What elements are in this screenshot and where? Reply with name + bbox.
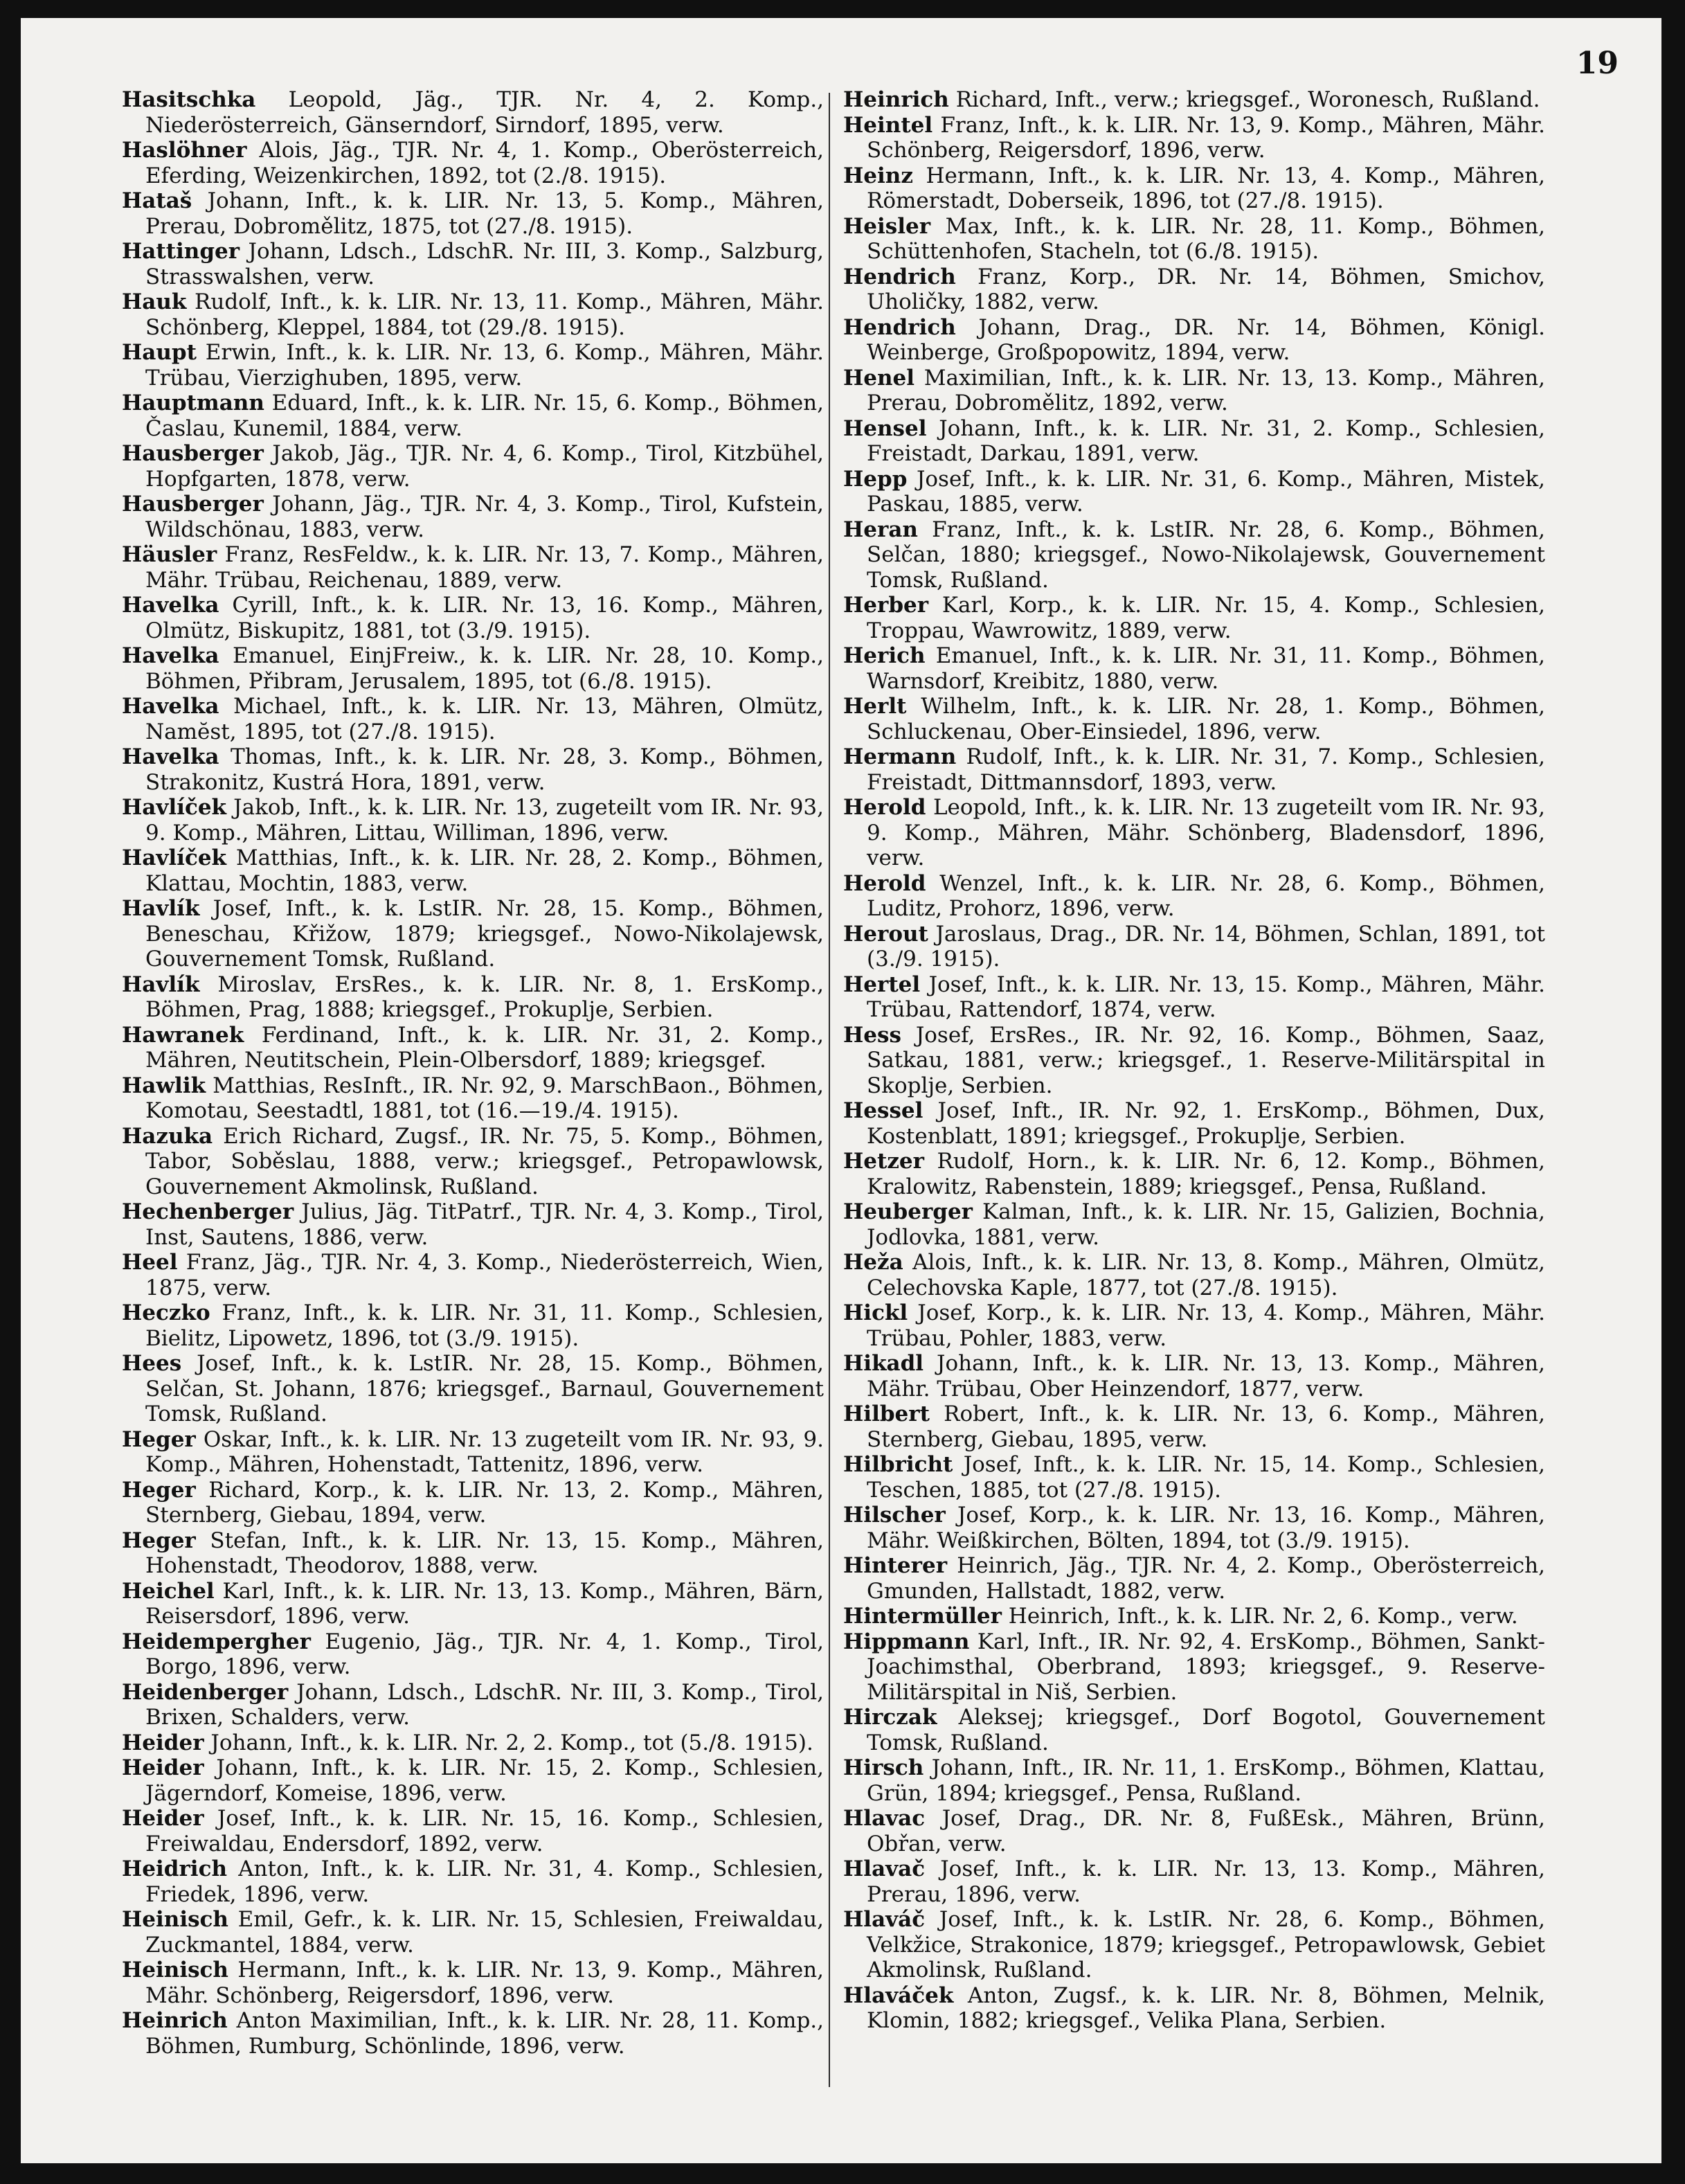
list-item [843,315,1545,366]
entry-surname: Herber [843,593,929,618]
entry-details: Josef, Inft., k. k. LstIR. Nr. 28, 15. Komp., Böhmen, Selčan, St. Johann, 1876; kriegsgef., Barnaul, Gouvernement Tomsk, Rußland. [145,1351,824,1426]
entry-details: Franz, Inft., k. k. LIR. Nr. 31, 11. Komp., Schlesien, Bielitz, Lipowetz, 1896, tot (3./9. 1915). [145,1300,824,1351]
entry-surname: Havelka [122,694,219,719]
list-item [122,744,824,795]
list-item [122,492,824,542]
list-item [122,1856,824,1907]
entry-details: Karl, Inft., k. k. LIR. Nr. 13, 13. Komp., Mähren, Bärn, Reisersdorf, 1896, verw. [145,1578,824,1629]
entry-details: Thomas, Inft., k. k. LIR. Nr. 28, 3. Komp., Böhmen, Strakonitz, Kustrá Hora, 1891, verw. [145,744,824,795]
list-item [122,87,824,138]
entry-details: Julius, Jäg. TitPatrf., TJR. Nr. 4, 3. Komp., Tirol, Inst, Sautens, 1886, verw. [145,1199,824,1250]
entry-surname: Havelka [122,643,219,668]
list-item [843,795,1545,871]
list-item [122,1528,824,1579]
entry-surname: Heider [122,1730,204,1755]
list-item [843,1907,1545,1983]
entry-surname: Heider [122,1755,204,1780]
entry-surname: Heinz [843,163,913,188]
list-item [843,214,1545,265]
entry-surname: Heran [843,517,918,542]
entry-surname: Herold [843,795,926,820]
entry-details: Eduard, Inft., k. k. LIR. Nr. 15, 6. Komp., Böhmen, Časlau, Kunemil, 1884, verw. [145,391,824,441]
list-item [122,1427,824,1478]
entry-surname: Heger [122,1426,196,1452]
entry-details: Ferdinand, Inft., k. k. LIR. Nr. 31, 2. Komp., Mähren, Neutitschein, Plein-Olbersdorf, 1889; kriegsgef. [145,1022,824,1073]
entry-details: Rudolf, Horn., k. k. LIR. Nr. 6, 12. Komp., Böhmen, Kralowitz, Rabenstein, 1889; kriegsgef., Pensa, Rußland. [867,1149,1545,1199]
entry-surname: Hazuka [122,1123,213,1149]
entry-surname: Havlíček [122,795,227,820]
list-item [843,1503,1545,1553]
entry-surname: Hippmann [843,1629,970,1654]
entry-details: Josef, Inft., k. k. LIR. Nr. 13, 15. Komp., Mähren, Mähr. Trübau, Rattendorf, 1874, verw. [867,972,1545,1022]
entry-surname: Heger [122,1528,196,1553]
entry-details: Josef, Inft., k. k. LstIR. Nr. 28, 6. Komp., Böhmen, Velkžice, Strakonice, 1879; kriegsgef., Petropawlowsk, Gebiet Akmolinsk, Rußland. [867,1907,1545,1982]
entry-details: Matthias, Inft., k. k. LIR. Nr. 28, 2. Komp., Böhmen, Klattau, Mochtin, 1883, verw. [145,845,824,896]
entry-details: Josef, ErsRes., IR. Nr. 92, 16. Komp., Böhmen, Saaz, Satkau, 1881, verw.; kriegsgef., 1. Reserve-Militärspital in Skoplje, Serbien. [867,1022,1545,1098]
entry-surname: Havelka [122,744,219,769]
list-item [843,416,1545,467]
entry-details: Hermann, Inft., k. k. LIR. Nr. 13, 9. Komp., Mähren, Mähr. Schönberg, Reigersdorf, 1896, verw. [145,1958,824,2008]
entry-details: Kalman, Inft., k. k. LIR. Nr. 15, Galizien, Bochnia, Jodlovka, 1881, verw. [867,1199,1545,1250]
list-item [122,1023,824,1073]
list-item [843,1351,1545,1402]
entry-surname: Heinisch [122,1907,228,1932]
entry-details: Anton, Zugsf., k. k. LIR. Nr. 8, Böhmen, Melnik, Klomin, 1882; kriegsgef., Velika Plana, Serbien. [867,1982,1545,2033]
entry-surname: Heger [122,1477,196,1503]
entry-surname: Hlaváč [843,1907,926,1932]
list-item [122,2008,824,2059]
entry-details: Cyrill, Inft., k. k. LIR. Nr. 13, 16. Komp., Mähren, Olmütz, Biskupitz, 1881, tot (3./9. 1915). [145,593,824,643]
entry-surname: Heel [122,1250,178,1275]
entry-surname: Heža [843,1250,903,1275]
list-item [122,340,824,391]
list-item [843,593,1545,643]
entry-surname: Hlavac [843,1806,926,1831]
list-item [843,871,1545,922]
entry-details: Karl, Korp., k. k. LIR. Nr. 15, 4. Komp., Schlesien, Troppau, Wawrowitz, 1889, verw. [867,593,1545,643]
list-item [122,289,824,340]
entry-details: Anton Maximilian, Inft., k. k. LIR. Nr. 28, 11. Komp., Böhmen, Rumburg, Schönlinde, 1896, verw. [145,2008,824,2059]
entry-surname: Heisler [843,213,931,239]
list-item [843,1250,1545,1300]
entry-surname: Heidenberger [122,1679,289,1705]
entry-surname: Heidrich [122,1856,227,1881]
entry-surname: Heintel [843,112,933,138]
entry-details: Heinrich, Jäg., TJR. Nr. 4, 2. Komp., Oberösterreich, Gmunden, Hallstadt, 1882, verw. [867,1553,1545,1604]
list-item [843,643,1545,694]
entry-details: Stefan, Inft., k. k. LIR. Nr. 13, 15. Komp., Mähren, Hohenstadt, Theodorov, 1888, verw. [145,1528,824,1578]
list-item [843,1856,1545,1907]
list-item [122,441,824,492]
entry-surname: Hess [843,1022,901,1048]
entry-details: Richard, Korp., k. k. LIR. Nr. 13, 2. Komp., Mähren, Sternberg, Giebau, 1894, verw. [145,1477,824,1528]
entry-surname: Hausberger [122,441,264,466]
list-item [843,366,1545,416]
list-item [843,1402,1545,1452]
entry-details: Josef, Korp., k. k. LIR. Nr. 13, 4. Komp., Mähren, Mähr. Trübau, Pohler, 1883, verw. [867,1300,1545,1351]
list-item [843,1755,1545,1806]
entry-details: Franz, ResFeldw., k. k. LIR. Nr. 13, 7. Komp., Mähren, Mähr. Trübau, Reichenau, 1889, verw. [145,542,824,593]
entry-surname: Heinrich [122,2008,228,2033]
entry-details: Leopold, Jäg., TJR. Nr. 4, 2. Komp., Niederösterreich, Gänserndorf, Sirndorf, 1895, verw. [145,87,824,138]
entry-surname: Heider [122,1806,204,1831]
list-item [843,1705,1545,1755]
list-item [843,113,1545,163]
list-item [122,188,824,239]
list-item [122,643,824,694]
list-item [122,1124,824,1200]
list-item [122,542,824,593]
entry-surname: Havlík [122,972,200,997]
list-item [843,1149,1545,1199]
list-item [843,87,1545,113]
entry-details: Johann, Inft., k. k. LIR. Nr. 31, 2. Komp., Schlesien, Freistadt, Darkau, 1891, verw. [867,415,1545,466]
entry-details: Josef, Korp., k. k. LIR. Nr. 13, 16. Komp., Mähren, Mähr. Weißkirchen, Bölten, 1894, tot (3./9. 1915). [867,1503,1545,1553]
entry-surname: Hensel [843,415,927,441]
entry-details: Wenzel, Inft., k. k. LIR. Nr. 28, 6. Komp., Böhmen, Luditz, Prohorz, 1896, verw. [867,870,1545,921]
entry-details: Alois, Jäg., TJR. Nr. 4, 1. Komp., Oberösterreich, Eferding, Weizenkirchen, 1892, tot (2./8. 1915). [145,138,824,188]
list-item [843,1604,1545,1629]
entry-surname: Hawlik [122,1073,206,1098]
entry-details: Matthias, ResInft., IR. Nr. 92, 9. MarschBaon., Böhmen, Komotau, Seestadtl, 1881, tot (16.—19./4. 1915). [145,1073,824,1123]
list-item [122,1680,824,1730]
entry-surname: Hattinger [122,239,240,264]
entry-surname: Havlík [122,896,200,921]
entry-surname: Hlaváček [843,1982,954,2008]
list-item [122,694,824,744]
entry-surname: Heichel [122,1578,215,1604]
list-item [122,239,824,289]
entry-details: Franz, Jäg., TJR. Nr. 4, 3. Komp., Niederösterreich, Wien, 1875, verw. [145,1250,824,1300]
entry-details: Jakob, Inft., k. k. LIR. Nr. 13, zugeteilt vom IR. Nr. 93, 9. Komp., Mähren, Littau, Williman, 1896, verw. [145,795,824,845]
entry-surname: Haupt [122,340,197,365]
entry-surname: Hechenberger [122,1199,294,1224]
list-item [843,163,1545,214]
list-item [122,1730,824,1756]
list-item [843,1629,1545,1706]
list-item [843,265,1545,315]
entry-surname: Heinrich [843,87,949,112]
list-item [843,1199,1545,1250]
entry-details: Leopold, Inft., k. k. LIR. Nr. 13 zugeteilt vom IR. Nr. 93, 9. Komp., Mähren, Mähr. Schönberg, Bladensdorf, 1896, verw. [867,795,1545,870]
entry-surname: Hawranek [122,1022,244,1048]
entry-surname: Hilbert [843,1402,930,1426]
entry-details: Josef, Inft., k. k. LstIR. Nr. 28, 15. Komp., Böhmen, Beneschau, Křižow, 1879; kriegsgef., Nowo-Nikolajewsk, Gouvernement Tomsk, Rußland. [145,896,824,972]
entry-surname: Hepp [843,466,908,492]
entry-details: Alois, Inft., k. k. LIR. Nr. 13, 8. Komp., Mähren, Olmütz, Celechovska Kaple, 1877, tot (27./8. 1915). [867,1250,1545,1300]
entry-details: Karl, Inft., IR. Nr. 92, 4. ErsKomp., Böhmen, Sankt-Joachimsthal, Oberbrand, 1893; kriegsgef., 9. Reserve-Militärspital in Niš, Serbien. [867,1629,1545,1705]
entry-surname: Hikadl [843,1351,924,1376]
entry-details: Emil, Gefr., k. k. LIR. Nr. 15, Schlesien, Freiwaldau, Zuckmantel, 1884, verw. [145,1907,824,1958]
entry-details: Jaroslaus, Drag., DR. Nr. 14, Böhmen, Schlan, 1891, tot (3./9. 1915). [867,921,1545,972]
entry-details: Rudolf, Inft., k. k. LIR. Nr. 13, 11. Komp., Mähren, Mähr. Schönberg, Kleppel, 1884, tot (29./8. 1915). [145,289,824,340]
entry-surname: Hauptmann [122,391,264,415]
list-item [122,1629,824,1680]
entry-surname: Hilbricht [843,1452,953,1477]
entry-surname: Hessel [843,1098,923,1123]
list-item [122,845,824,896]
entry-surname: Hendrich [843,314,956,340]
list-item [843,517,1545,593]
entry-details: Maximilian, Inft., k. k. LIR. Nr. 13, 13. Komp., Mähren, Prerau, Dobromělitz, 1892, verw. [867,365,1545,415]
list-item [843,467,1545,517]
entry-details: Oskar, Inft., k. k. LIR. Nr. 13 zugeteilt vom IR. Nr. 93, 9. Komp., Mähren, Hohenstadt, Tattenitz, 1896, verw. [145,1426,824,1477]
entry-surname: Havlíček [122,845,227,870]
entry-surname: Hataš [122,188,192,213]
entry-surname: Hertel [843,972,921,997]
entry-surname: Hausberger [122,492,264,517]
entry-details: Miroslav, ErsRes., k. k. LIR. Nr. 8, 1. ErsKomp., Böhmen, Prag, 1888; kriegsgef., Prokuplje, Serbien. [145,972,824,1022]
entry-details: Robert, Inft., k. k. LIR. Nr. 13, 6. Komp., Mähren, Sternberg, Giebau, 1895, verw. [867,1402,1545,1452]
list-item [843,1023,1545,1099]
entry-details: Eugenio, Jäg., TJR. Nr. 4, 1. Komp., Tirol, Borgo, 1896, verw. [145,1629,824,1679]
entry-details: Max, Inft., k. k. LIR. Nr. 28, 11. Komp., Böhmen, Schüttenhofen, Stacheln, tot (6./8. 1915). [867,213,1545,264]
entry-details: Franz, Inft., k. k. LIR. Nr. 13, 9. Komp., Mähren, Mähr. Schönberg, Reigersdorf, 1896, verw. [867,112,1545,163]
list-item [122,1907,824,1958]
list-item [843,1300,1545,1351]
page [21,18,1661,2163]
list-item [843,1983,1545,2034]
list-item [122,1250,824,1300]
entry-surname: Häusler [122,542,217,567]
entry-details: Johann, Ldsch., LdschR. Nr. III, 3. Komp., Salzburg, Strasswalshen, verw. [145,239,824,289]
entry-details: Johann, Inft., k. k. LIR. Nr. 13, 13. Komp., Mähren, Mähr. Trübau, Ober Heinzendorf, 1877, verw. [867,1351,1545,1402]
entry-surname: Herich [843,643,926,668]
entry-surname: Heczko [122,1300,210,1325]
entry-details: Erwin, Inft., k. k. LIR. Nr. 13, 6. Komp., Mähren, Mähr. Trübau, Vierzighuben, 1895, verw. [145,340,824,391]
entry-surname: Hirsch [843,1755,924,1780]
entry-details: Franz, Korp., DR. Nr. 14, Böhmen, Smichov, Uholičky, 1882, verw. [867,264,1545,314]
entry-surname: Haslöhner [122,138,247,163]
entry-details: Johann, Inft., k. k. LIR. Nr. 13, 5. Komp., Mähren, Prerau, Dobromělitz, 1875, tot (27./8. 1915). [145,188,824,239]
list-item [843,1452,1545,1503]
list-item [122,1199,824,1250]
list-item [122,138,824,188]
list-item [122,1579,824,1629]
entry-details: Josef, Inft., k. k. LIR. Nr. 13, 13. Komp., Mähren, Prerau, 1896, verw. [867,1856,1545,1907]
entry-details: Franz, Inft., k. k. LstIR. Nr. 28, 6. Komp., Böhmen, Selčan, 1880; kriegsgef., Nowo-Nikolajewsk, Gouvernement Tomsk, Rußland. [867,517,1545,593]
entry-surname: Herold [843,870,926,896]
list-item [843,1098,1545,1149]
entry-surname: Havelka [122,593,219,618]
entry-details: Emanuel, Inft., k. k. LIR. Nr. 31, 11. Komp., Böhmen, Warnsdorf, Kreibitz, 1880, verw. [867,643,1545,694]
entry-details: Wilhelm, Inft., k. k. LIR. Nr. 28, 1. Komp., Böhmen, Schluckenau, Ober-Einsiedel, 1896, verw. [867,694,1545,744]
list-item [843,922,1545,972]
entry-details: Johann, Inft., k. k. LIR. Nr. 15, 2. Komp., Schlesien, Jägerndorf, Komeise, 1896, verw. [145,1755,824,1806]
list-item [122,972,824,1023]
entry-details: Johann, Inft., k. k. LIR. Nr. 2, 2. Komp., tot (5./8. 1915). [204,1730,813,1755]
list-item [843,744,1545,795]
entry-surname: Hetzer [843,1149,924,1174]
entry-surname: Herout [843,921,928,947]
page-number: 19 [1576,46,1619,81]
list-item [122,795,824,845]
entry-surname: Hilscher [843,1503,946,1528]
entry-surname: Hees [122,1351,182,1376]
entry-surname: Hinterer [843,1553,948,1578]
entry-details: Anton, Inft., k. k. LIR. Nr. 31, 4. Komp., Schlesien, Friedek, 1896, verw. [145,1856,824,1907]
list-item [843,1553,1545,1604]
list-item [122,896,824,972]
entry-surname: Hintermüller [843,1604,1002,1629]
entry-surname: Hendrich [843,264,956,289]
entry-details: Josef, Inft., IR. Nr. 92, 1. ErsKomp., Böhmen, Dux, Kostenblatt, 1891; kriegsgef., Prokuplje, Serbien. [867,1098,1545,1149]
entry-surname: Heuberger [843,1199,973,1224]
entry-surname: Heidempergher [122,1629,311,1654]
entry-details: Rudolf, Inft., k. k. LIR. Nr. 31, 7. Komp., Schlesien, Freistadt, Dittmannsdorf, 1893, verw. [867,744,1545,795]
entry-details: Josef, Inft., k. k. LIR. Nr. 31, 6. Komp., Mähren, Mistek, Paskau, 1885, verw. [867,466,1545,517]
list-item [122,1351,824,1427]
list-item [843,972,1545,1023]
entry-details: Michael, Inft., k. k. LIR. Nr. 13, Mähren, Olmütz, Namĕst, 1895, tot (27./8. 1915). [145,694,824,744]
entry-details: Josef, Inft., k. k. LIR. Nr. 15, 14. Komp., Schlesien, Teschen, 1885, tot (27./8. 1915). [867,1452,1545,1503]
list-item [843,694,1545,744]
left-column [122,87,824,2059]
entry-surname: Hickl [843,1300,908,1325]
entry-details: Hermann, Inft., k. k. LIR. Nr. 13, 4. Komp., Mähren, Römerstadt, Doberseik, 1896, tot (27./8. 1915). [867,163,1545,213]
list-item [122,1755,824,1806]
entry-details: Johann, Drag., DR. Nr. 14, Böhmen, Königl. Weinberge, Großpopowitz, 1894, verw. [867,314,1545,365]
list-item [122,1478,824,1528]
list-item [122,1300,824,1351]
right-column [843,87,1545,2034]
entry-details: Emanuel, EinjFreiw., k. k. LIR. Nr. 28, 10. Komp., Böhmen, Přibram, Jerusalem, 1895, tot (6./8. 1915). [145,643,824,694]
list-item [122,1073,824,1124]
entry-details: Johann, Ldsch., LdschR. Nr. III, 3. Komp., Tirol, Brixen, Schalders, verw. [145,1679,824,1730]
entry-details: Josef, Inft., k. k. LIR. Nr. 15, 16. Komp., Schlesien, Freiwaldau, Endersdorf, 1892, verw. [145,1806,824,1856]
entry-surname: Hirczak [843,1705,937,1730]
entry-details: Aleksej; kriegsgef., Dorf Bogotol, Gouvernement Tomsk, Rußland. [867,1705,1545,1755]
entry-surname: Hasitschka [122,87,256,112]
entry-surname: Hermann [843,744,957,769]
entry-details: Johann, Jäg., TJR. Nr. 4, 3. Komp., Tirol, Kufstein, Wildschönau, 1883, verw. [145,492,824,542]
entry-surname: Hauk [122,289,187,314]
list-item [122,1806,824,1856]
entry-surname: Hlavač [843,1856,926,1881]
entry-surname: Herlt [843,694,907,719]
column-divider [829,93,830,2087]
list-item [122,593,824,643]
entry-details: Erich Richard, Zugsf., IR. Nr. 75, 5. Komp., Böhmen, Tabor, Soběslau, 1888, verw.; kriegsgef., Petropawlowsk, Gouvernement Akmolinsk, Rußland. [145,1123,824,1199]
entry-surname: Heinisch [122,1958,228,1982]
entry-details: Josef, Drag., DR. Nr. 8, FußEsk., Mähren, Brünn, Obřan, verw. [867,1806,1545,1856]
list-item [843,1806,1545,1856]
entry-details: Richard, Inft., verw.; kriegsgef., Woronesch, Rußland. [948,87,1540,112]
entry-surname: Henel [843,365,915,391]
entry-details: Johann, Inft., IR. Nr. 11, 1. ErsKomp., Böhmen, Klattau, Grün, 1894; kriegsgef., Pensa, Rußland. [867,1755,1545,1806]
entry-details: Heinrich, Inft., k. k. LIR. Nr. 2, 6. Komp., verw. [1001,1604,1518,1629]
entry-details: Jakob, Jäg., TJR. Nr. 4, 6. Komp., Tirol, Kitzbühel, Hopfgarten, 1878, verw. [145,441,824,492]
list-item [122,391,824,441]
list-item [122,1958,824,2008]
